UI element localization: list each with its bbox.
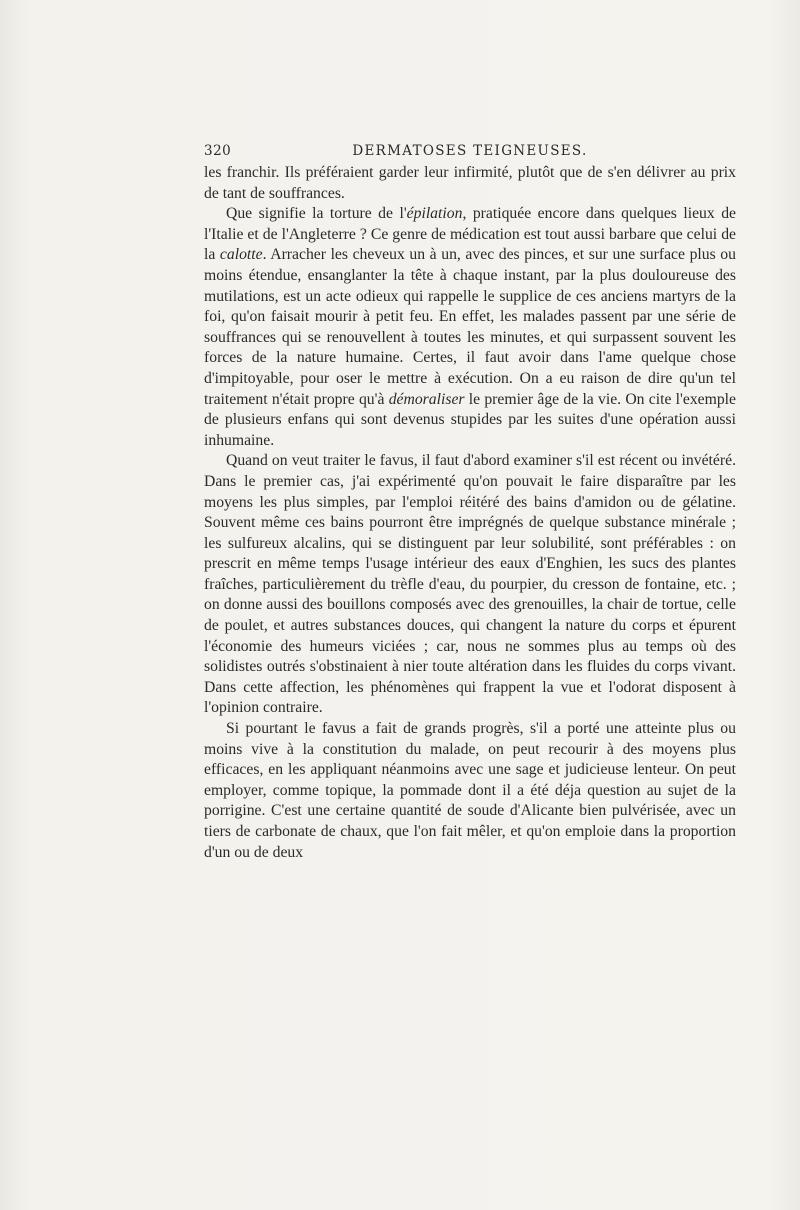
- paragraph-2-part-c: . Arracher les cheveux un à un, avec des pinces, et sur une surface plus ou moins étendue, ensanglanter la tête à chaque instant, par la plus douloureuse des mutilations, est un acte odieux qui rappelle le supplice de ces anciens martyrs de la foi, qu'on faisait mourir à petit feu. En effet, les malades passent par une série de souffrances qui se renouvellent à toutes les minutes, et qui surpassent souvent les forces de la nature humaine. Certes, il faut avoir dans l'ame quelque chose d'impitoyable, pour oser le mettre à exécution. On a eu raison de dire qu'un tel traitement n'était propre qu'à: [204, 246, 736, 408]
- paragraph-2-part-d: le premier âge de la vie. On cite l'exemple de plusieurs enfans qui sont devenus stupides par les suites d'une opération aussi inhumaine.: [204, 390, 736, 449]
- running-title: DERMATOSES TEIGNEUSES.: [352, 143, 588, 159]
- term-calotte: calotte: [219, 246, 263, 264]
- page-header: [204, 143, 736, 163]
- paragraph-2: [204, 204, 736, 451]
- paragraph-3: Quand on veut traiter le favus, il faut d'abord examiner s'il est récent ou invétéré. Dans le premier cas, j'ai expérimenté qu'on pouvait le faire disparaître par les moyens les plus simples, par l'emploi réitéré des bains d'amidon ou de gélatine. Souvent même ces bains pourront être imprégnés de quelque substance minérale ; les sulfureux alcalins, qui se distinguent par leur solubilité, sont préférables : on prescrit en même temps l'usage intérieur des eaux d'Enghien, les sucs des plantes fraîches, particulièrement du trèfle d'eau, du pourpier, du cresson de fontaine, etc. ; on donne aussi des bouillons composés avec des grenouilles, la chair de tortue, celle de poulet, et autres substances douces, qui changent la nature du corps et épurent l'économie des humeurs viciées ; car, nous ne sommes plus au temps où des solidistes outrés s'obstinaient à nier toute altération dans les fluides du corps vivant. Dans cette affection, les phénomènes qui frappent la vue et l'odorat disposent à l'opinion contraire.: [204, 452, 736, 717]
- paragraph-2-part-b: , pratiquée encore dans quelques lieux de l'Italie et de l'Angleterre ? Ce genre de médication est tout aussi barbare que celui de la: [204, 205, 737, 264]
- term-demoraliser: démoraliser: [388, 390, 465, 408]
- body-text: [204, 163, 736, 863]
- paragraph-2-part-a: Que signifie la torture de l': [226, 205, 407, 223]
- paragraph-4: Si pourtant le favus a fait de grands progrès, s'il a porté une atteinte plus ou moins vive à la constitution du malade, on peut recourir à des moyens plus efficaces, en les appliquant néanmoins avec une sage et judicieuse lenteur. On peut employer, comme topique, la pommade dont il a été déja question au sujet de la porrigine. C'est une certaine quantité de soude d'Alicante bien pulvérisée, avec un tiers de carbonate de chaux, que l'on fait mêler, et qu'on emploie dans la proportion d'un ou de deux: [204, 720, 736, 861]
- term-epilation: épilation: [406, 205, 463, 223]
- paragraph-1: les franchir. Ils préféraient garder leur infirmité, plutôt que de s'en délivrer au prix de tant de souffrances.: [204, 164, 736, 202]
- page-number: 320: [204, 143, 232, 159]
